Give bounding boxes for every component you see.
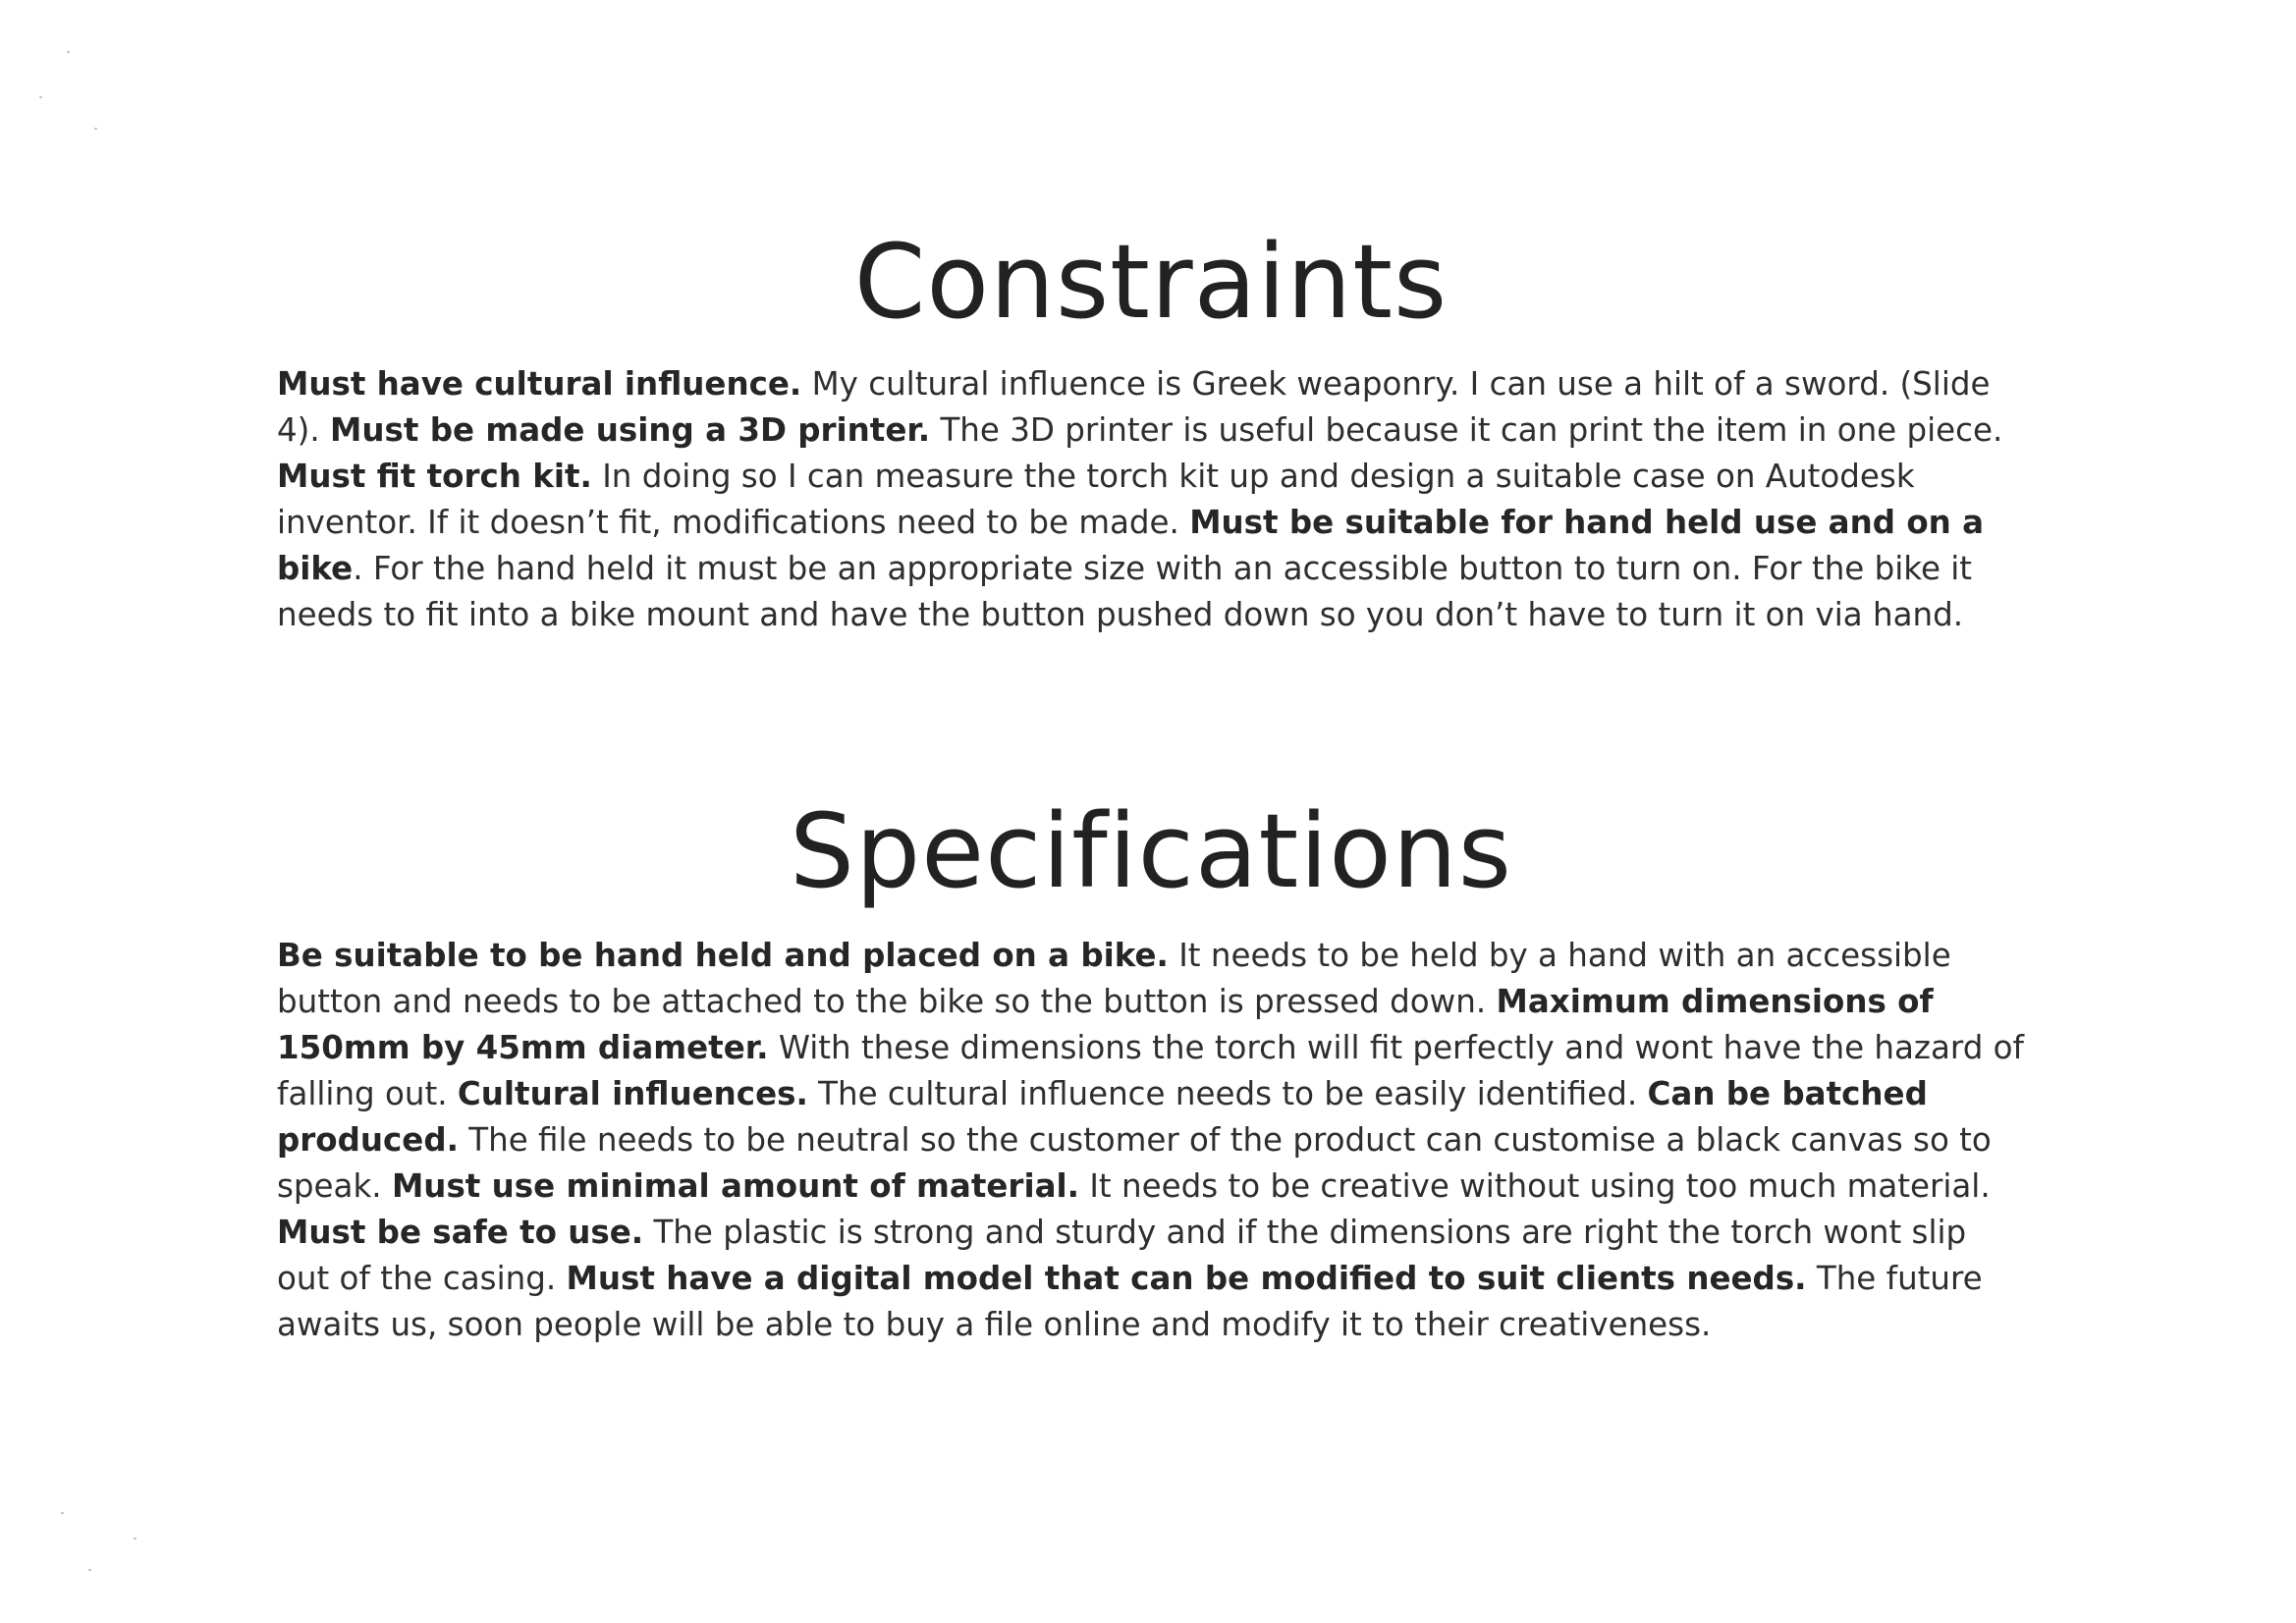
bold-requirement: Must be made using a 3D printer. — [330, 411, 931, 449]
body-text: It needs to be creative without using too much material. — [1079, 1167, 1991, 1205]
bold-requirement: Must use minimal amount of material. — [391, 1167, 1080, 1205]
specifications-paragraph — [277, 933, 2025, 1348]
bold-requirement: Must fit torch kit. — [277, 458, 592, 495]
constraints-paragraph — [277, 361, 2025, 638]
constraints-section — [277, 224, 2025, 638]
bold-requirement: Be suitable to be hand held and placed on a bike. — [277, 937, 1169, 974]
body-text: With these dimensions the torch will fit perfectly and wont have the hazard of falling out. — [277, 1029, 2024, 1112]
bold-requirement: Must have a digital model that can be modified to suit clients needs. — [566, 1260, 1807, 1297]
bold-requirement: Must have cultural influence. — [277, 365, 802, 403]
bold-requirement: Can be batched produced. — [277, 1075, 1928, 1159]
specifications-section — [277, 793, 2025, 1348]
bold-requirement: Cultural influences. — [457, 1075, 808, 1112]
body-text: The file needs to be neutral so the customer of the product can customise a black canvas so to speak. — [277, 1121, 1992, 1205]
bold-requirement: Must be safe to use. — [277, 1214, 644, 1251]
specifications-heading: Specifications — [790, 791, 1512, 911]
body-text: The plastic is strong and sturdy and if the dimensions are right the torch wont slip out of the casing. — [277, 1214, 1967, 1297]
bold-requirement: Must be suitable for hand held use and on a bike — [277, 504, 1985, 587]
body-text: The future awaits us, soon people will be able to buy a file online and modify it to their creativeness. — [277, 1260, 1983, 1343]
body-text: The cultural influence needs to be easily identified. — [807, 1075, 1648, 1112]
body-text: The 3D printer is useful because it can print the item in one piece. — [930, 411, 2003, 449]
body-text: In doing so I can measure the torch kit up and design a suitable case on Autodesk inventor. If it doesn’t fit, modifications need to be made. — [277, 458, 1915, 541]
body-text: It needs to be held by a hand with an accessible button and needs to be attached to the bike so the button is pressed down. — [277, 937, 1951, 1020]
body-text: My cultural influence is Greek weaponry. I can use a hilt of a sword. (Slide 4). — [277, 365, 1991, 449]
bold-requirement: Maximum dimensions of 150mm by 45mm diameter. — [277, 983, 1934, 1066]
body-text: . For the hand held it must be an appropriate size with an accessible button to turn on. For the bike it needs to fit into a bike mount and have the button pushed down so you don’t have to turn it on via hand. — [277, 550, 1973, 633]
constraints-heading: Constraints — [853, 222, 1449, 342]
